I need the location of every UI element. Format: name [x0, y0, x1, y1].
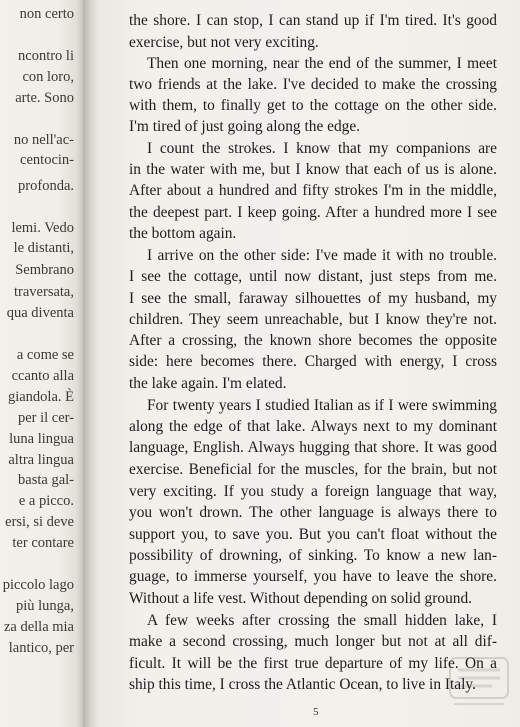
right-page — [99, 0, 520, 727]
left-page-line: traversata, — [14, 284, 74, 300]
left-page-line: le distanti, — [13, 240, 74, 256]
left-page-line: non certo — [19, 6, 74, 22]
left-page-line: profonda. — [18, 178, 74, 194]
text-line: support you, to save you. But you can't float without the — [129, 526, 497, 543]
left-page-line: ter contare — [12, 535, 74, 551]
book-gutter — [83, 0, 99, 727]
text-line: two friends at the lake. I've decided to make the crossing — [129, 76, 497, 93]
left-page-line: arte. Sono — [15, 90, 74, 106]
left-page-line: qua diventa — [6, 305, 74, 321]
page-number: 5 — [313, 706, 319, 718]
text-line: For twenty years I studied Italian as if I were swimming — [147, 397, 497, 414]
left-page-line: a come se — [16, 347, 74, 363]
text-line: in the water with me, but I know that each of us is alone. — [129, 161, 497, 178]
left-page-line: lantico, per — [8, 640, 74, 656]
text-line: After about a hundred and fifty strokes I'm in the middle, — [129, 182, 497, 199]
text-line: the deepest part. I keep going. After a hundred more I see — [129, 204, 497, 221]
text-line: the lake again. I'm elated. — [129, 375, 287, 392]
text-line: with them, to finally get to the cottage on the other side. — [129, 97, 497, 114]
left-page-line: con loro, — [22, 69, 74, 85]
text-line: side: here becomes there. Charged with energy, I cross — [129, 353, 497, 370]
left-page-line: giandola. È — [7, 389, 74, 405]
text-line: ficult. It will be the first true departure of my life. On a — [129, 655, 497, 672]
left-page-line: altra lingua — [8, 452, 74, 468]
left-page-line: per il cer- — [17, 410, 74, 426]
left-page-line: più lunga, — [16, 598, 74, 614]
left-page-line: ccanto alla — [11, 368, 74, 384]
text-line: ship this time, I cross the Atlantic Ocean, to live in Italy. — [129, 676, 476, 693]
left-page-line: piccolo lago — [2, 577, 74, 593]
text-line: the shore. I can stop, I can stand up if I'm tired. It's good — [129, 12, 497, 29]
left-page-line: basta gal- — [18, 472, 74, 488]
text-line: A few weeks after crossing the small hidden lake, I — [147, 612, 497, 629]
left-page-line: luna lingua — [9, 431, 74, 447]
text-line: I see the cottage, until now distant, just steps from me. — [129, 268, 497, 285]
text-line: I see the small, faraway silhouettes of my husband, my — [129, 290, 497, 307]
text-line: I arrive on the other side: I've made it with no trouble. — [147, 247, 497, 264]
text-line: the bottom again. — [129, 225, 237, 242]
text-line: exercise, but not very exciting. — [129, 34, 319, 51]
text-line: along the edge of that lake. Always next to my dominant — [129, 418, 497, 435]
text-line: you won't drown. The other language is always there to — [129, 504, 497, 521]
text-line: I'm tired of just going along the edge. — [129, 118, 361, 135]
left-page-line: ncontro li — [18, 48, 74, 64]
text-line: possibility of drowning, of sinking. To know a new lan- — [129, 547, 497, 564]
left-page-fragment — [0, 0, 83, 727]
text-line: very exciting. If you study a foreign language that way, — [129, 483, 497, 500]
left-page-line: no nell'ac- — [13, 132, 74, 148]
text-line: After a crossing, the known shore becomes the opposite — [129, 332, 497, 349]
text-line: children. They seem unreachable, but I know they're not. — [129, 311, 497, 328]
left-page-line: e a picco. — [18, 493, 74, 509]
text-line: Without a life vest. Without depending on solid ground. — [129, 590, 473, 607]
text-line: exercise. Beneficial for the muscles, for the brain, but not — [129, 461, 497, 478]
text-line: guage, to immerse yourself, you have to leave the shore. — [129, 568, 497, 585]
text-line: Then one morning, near the end of the summer, I meet — [147, 55, 497, 72]
text-line: I count the strokes. I know that my companions are — [147, 140, 497, 157]
left-page-line: Sembrano — [15, 262, 74, 278]
left-page-line: lemi. Vedo — [11, 220, 74, 236]
text-line: make a second crossing, much longer but not at all dif- — [129, 633, 497, 650]
left-page-line: ersi, si deve — [5, 514, 74, 530]
left-page-line: centocin- — [20, 152, 74, 168]
text-line: language, English. Always hugging that shore. It was good — [129, 439, 497, 456]
left-page-line: za della mia — [3, 619, 74, 635]
